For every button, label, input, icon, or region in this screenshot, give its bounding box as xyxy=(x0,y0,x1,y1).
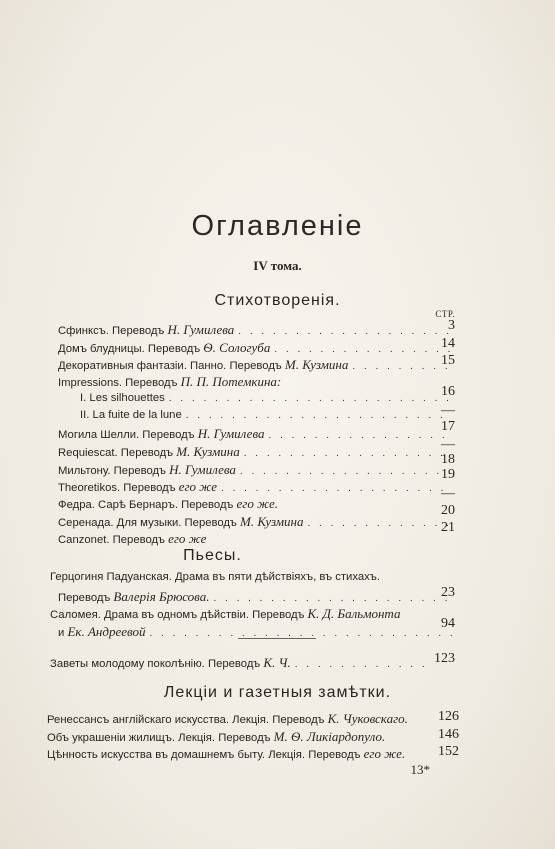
toc-entry: Мильтону. Переводъ Н. Гумилева . . . xyxy=(58,462,456,478)
page-number: 146 xyxy=(438,727,459,742)
toc-entry: Ренессансъ англійскаго искусства. Лекція. Переводъ К. Чуковскаго. xyxy=(47,711,408,726)
page-number: — xyxy=(441,486,455,501)
page-number: 19 xyxy=(441,467,455,482)
page-number: — xyxy=(441,437,455,452)
toc-entry: Requiescat. Переводъ М. Кузмина . . . xyxy=(58,444,456,460)
page-number: 94 xyxy=(441,616,455,631)
toc-entry: Объ украшеніи жилищъ. Лекція. Переводъ М. Ѳ. Ликіардопуло. xyxy=(47,729,386,744)
page-number: 152 xyxy=(438,744,459,759)
page-number: 126 xyxy=(438,709,459,724)
separator-rule xyxy=(238,638,316,639)
toc-entry: II. La fuite de la lune . . . xyxy=(80,409,456,425)
page-number: — xyxy=(441,403,455,418)
toc-entry: Могила Шелли. Переводъ Н. Гумилева . . . xyxy=(58,426,456,442)
page-number: 21 xyxy=(441,520,455,535)
toc-entry: I. Les silhouettes . . . xyxy=(80,392,456,408)
toc-entry: Саломея. Драма въ одномъ дѣйствіи. Переводъ К. Д. Бальмонта xyxy=(50,606,401,621)
page-title: Оглавленіе xyxy=(191,210,364,242)
toc-entry: Переводъ Валерія Брюсова. . . . xyxy=(58,589,456,605)
volume-label: IV тома. xyxy=(253,258,302,273)
page-number: 3 xyxy=(448,318,455,333)
toc-entry: Герцогиня Падуанская. Драма въ пяти дѣйствіяхъ, въ стихахъ. xyxy=(50,571,380,583)
page-number: 20 xyxy=(441,503,455,518)
page-number: 18 xyxy=(441,452,455,467)
section-poems-heading: Стихотворенія. xyxy=(214,292,341,309)
signature-mark: 13* xyxy=(410,762,430,777)
toc-entry: Домъ блудницы. Переводъ Ѳ. Сологуба . . . xyxy=(58,340,456,356)
page-number: 14 xyxy=(441,336,455,351)
toc-entry: Canzonet. Переводъ его же xyxy=(58,531,207,546)
section-plays-heading: Пьесы. xyxy=(183,547,242,564)
toc-entry: Impressions. Переводъ П. П. Потемкина: xyxy=(58,374,282,389)
toc-entry: Сфинксъ. Переводъ Н. Гумилева . . . xyxy=(58,322,456,338)
toc-entry: Федра. Сарѣ Бернаръ. Переводъ его же. xyxy=(58,496,279,511)
toc-entry: Заветы молодому поколѣнію. Переводъ К. Ч. . . . xyxy=(50,655,435,671)
page-column-label: СТР. xyxy=(435,309,455,319)
page-number: 23 xyxy=(441,585,455,600)
section-lectures-heading: Лекціи и газетныя замѣтки. xyxy=(163,684,392,701)
page-number: 16 xyxy=(441,384,455,399)
page-number: 123 xyxy=(434,651,455,666)
toc-entry: Цѣнность искусства въ домашнемъ быту. Лекція. Переводъ его же. xyxy=(47,746,406,761)
page-number: 15 xyxy=(441,353,455,368)
page-number: 17 xyxy=(441,419,455,434)
toc-entry: и Ек. Андреевой . . . xyxy=(58,624,456,640)
toc-entry: Серенада. Для музыки. Переводъ М. Кузмина . . . xyxy=(58,514,456,530)
toc-entry: Декоративныя фантазіи. Панно. Переводъ М. Кузмина . . . xyxy=(58,357,456,373)
toc-entry: Theoretikos. Переводъ его же . . . xyxy=(58,479,456,495)
